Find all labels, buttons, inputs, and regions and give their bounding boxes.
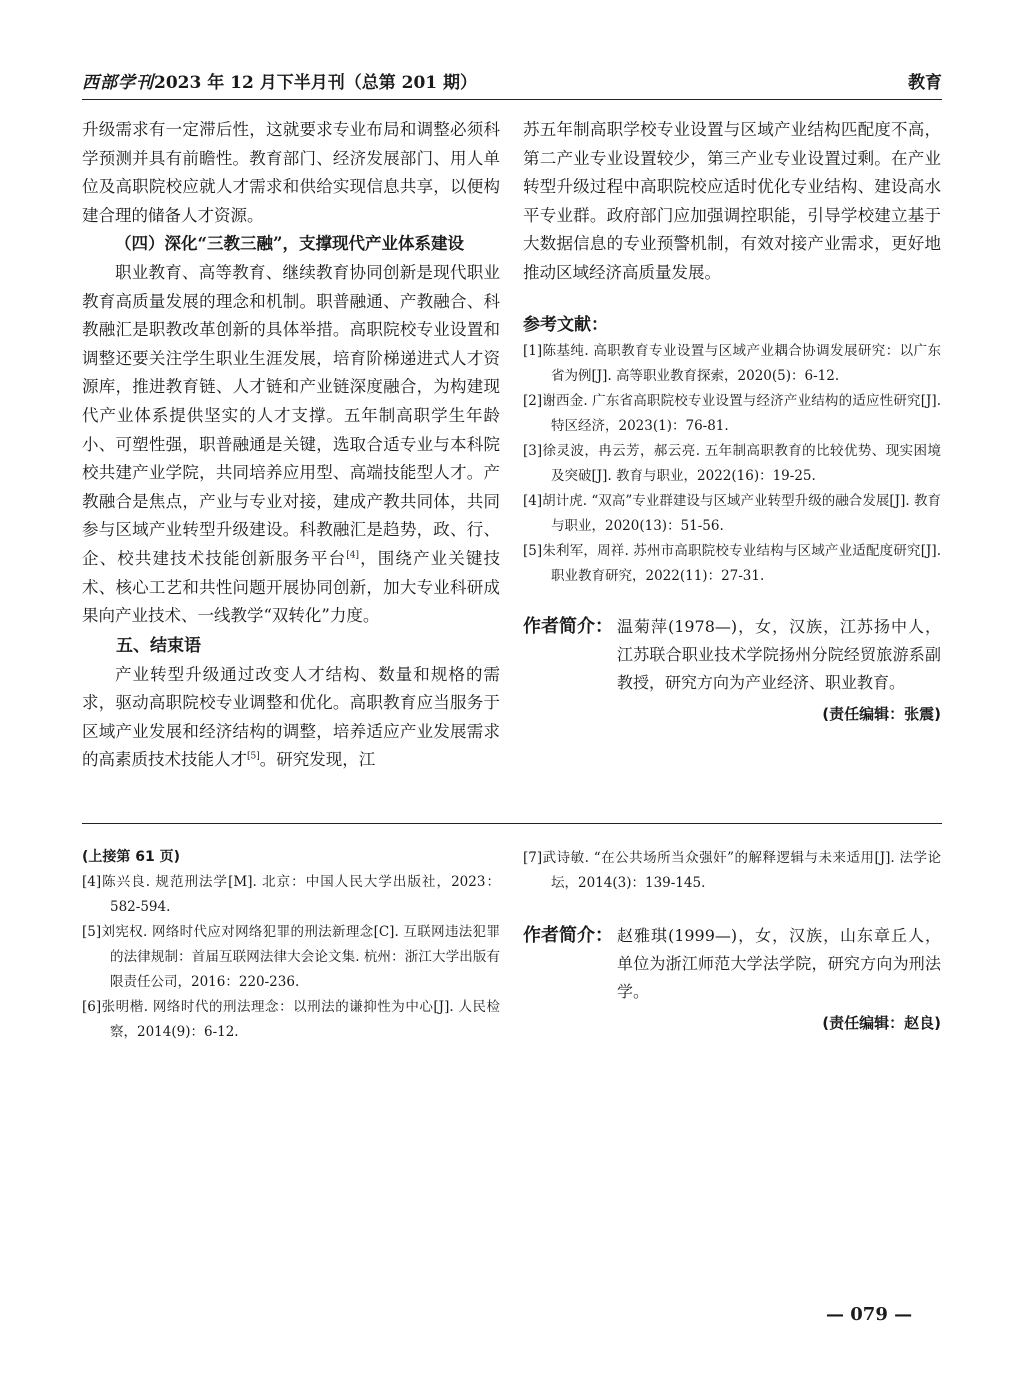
continued-from-note: (上接第 61 页) xyxy=(82,849,181,865)
reference-item: [5]朱利军，周祥. 苏州市高职院校专业结构与区域产业适配度研究[J]. 职业教育研究，2022(11)：27-31. xyxy=(523,542,941,584)
citation-marker: [4] xyxy=(346,550,360,561)
continued-paragraph: 苏五年制高职学校专业设置与区域产业结构匹配度不高，第二产业专业设置较少，第三产业专业设置过剩。在产业转型升级过程中高职院校应适时优化专业结构、建设高水平专业群。政府部门应加强调控职能，引导学校建立基于大数据信息的专业预警机制，有效对接产业需求，更好地推动区域经济高质量发展。 xyxy=(523,120,941,282)
journal-logo: 西部学刊 xyxy=(82,73,154,93)
reference-item: [7]武诗敏. “在公共场所当众强奸”的解释逻辑与未来适用[J]. 法学论坛，2014(3)：139-145. xyxy=(523,850,941,891)
issue-info: 2023 年 12 月下半月刊（总第 201 期） xyxy=(154,73,478,93)
reference-item: [6]张明楷. 网络时代的刑法理念：以刑法的谦抑性为中心[J]. 人民检察，2014(9)：6-12. xyxy=(82,999,500,1040)
citation-marker: [5] xyxy=(247,751,260,762)
upper-right-column xyxy=(523,116,941,724)
author-bio xyxy=(523,613,941,697)
article-divider xyxy=(82,823,942,824)
author-bio xyxy=(523,922,941,1006)
paragraph-text: 。研究发现，江 xyxy=(259,750,376,770)
paragraph-text: 产业转型升级通过改变人才结构、数量和规格的需求，驱动高职院校专业调整和优化。高职教育应当服务于区域产业发展和经济结构的调整，培养适应产业发展需求的高素质技术技能人才 xyxy=(82,664,500,770)
journal-issue-line xyxy=(82,68,477,93)
references-heading: 参考文献： xyxy=(523,314,608,335)
reference-item: [4]胡计虎. “双高”专业群建设与区域产业转型升级的融合发展[J]. 教育与职业，2020(13)：51-56. xyxy=(523,492,941,534)
author-bio-label: 作者简介： xyxy=(523,925,613,946)
references-list xyxy=(523,846,941,896)
reference-item: [1]陈基纯. 高职教育专业设置与区域产业耦合协调发展研究：以广东省为例[J]. 高等职业教育探索，2020(5)：6-12. xyxy=(523,342,941,384)
author-bio-text: 赵雅琪(1999—)，女，汉族，山东章丘人，单位为浙江师范大学法学院，研究方向为刑法学。 xyxy=(617,926,941,1001)
continued-paragraph: 升级需求有一定滞后性，这就要求专业布局和调整必须科学预测并具有前瞻性。教育部门、经济发展部门、用人单位及高职院校应就人才需求和供给实现信息共享，以便构建合理的储备人才资源。 xyxy=(82,120,500,225)
lower-left-column xyxy=(82,846,500,1045)
reference-item: [5]刘宪权. 网络时代应对网络犯罪的刑法新理念[C]. 互联网违法犯罪的法律规制：首届互联网法律大会论文集. 杭州：浙江大学出版有限责任公司，2016：220-236. xyxy=(82,924,500,990)
conclusion-paragraph xyxy=(82,661,500,775)
editor-credit: (责任编辑：赵良) xyxy=(822,1014,941,1032)
body-paragraph xyxy=(82,259,500,631)
reference-item: [2]谢西金. 广东省高职院校专业设置与经济产业结构的适应性研究[J]. 特区经济，2023(1)：76-81. xyxy=(523,392,941,434)
author-bio-text: 温菊萍(1978—)，女，汉族，江苏扬中人，江苏联合职业技术学院扬州分院经贸旅游系副教授，研究方向为产业经济、职业教育。 xyxy=(617,616,941,692)
paragraph-text: 职业教育、高等教育、继续教育协同创新是现代职业教育高质量发展的理念和机制。职普融通、产教融合、科教融汇是职教改革创新的具体举措。高职院校专业设置和调整还要关注学生职业生涯发展，培育阶梯递进式人才资源库，推进教育链、人才链和产业链深度融合，为构建现代产业体系提供坚实的人才支撑。五年制高职学生年龄小、可塑性强，职普融通是关键，选取合适专业与本科院校共建产业学院，共同培养应用型、高端技能型人才。产教融合是焦点，产业与专业对接，建成产教共同体，共同参与区域产业转型升级建设。科教融汇是趋势，政、行、企、校共建技术技能创新服务平台 xyxy=(82,262,500,568)
running-header xyxy=(82,66,942,96)
lower-right-column xyxy=(523,846,941,1033)
header-rule xyxy=(82,99,942,100)
paragraph-text: ，围绕产业关键技术、核心工艺和共性问题开展协同创新，加大专业科研成果向产业技术、一线教学“双转化”力度。 xyxy=(82,548,501,626)
reference-item: [4]陈兴良. 规范刑法学[M]. 北京：中国人民大学出版社，2023：582-594. xyxy=(82,874,500,915)
subsection-heading: （四）深化“三教三融”，支撑现代产业体系建设 xyxy=(115,234,464,254)
upper-left-column xyxy=(82,116,500,775)
references-list xyxy=(82,870,500,1045)
page-number: — 079 — xyxy=(826,1304,913,1325)
reference-item: [3]徐灵波，冉云芳，郝云亮. 五年制高职教育的比较优势、现实困境及突破[J]. 教育与职业，2022(16)：19-25. xyxy=(523,442,941,484)
section-name: 教育 xyxy=(908,73,942,93)
author-bio-label: 作者简介： xyxy=(523,615,613,637)
references-list xyxy=(523,339,941,589)
section-heading: 五、结束语 xyxy=(116,635,201,656)
editor-credit: (责任编辑：张震) xyxy=(822,704,941,723)
